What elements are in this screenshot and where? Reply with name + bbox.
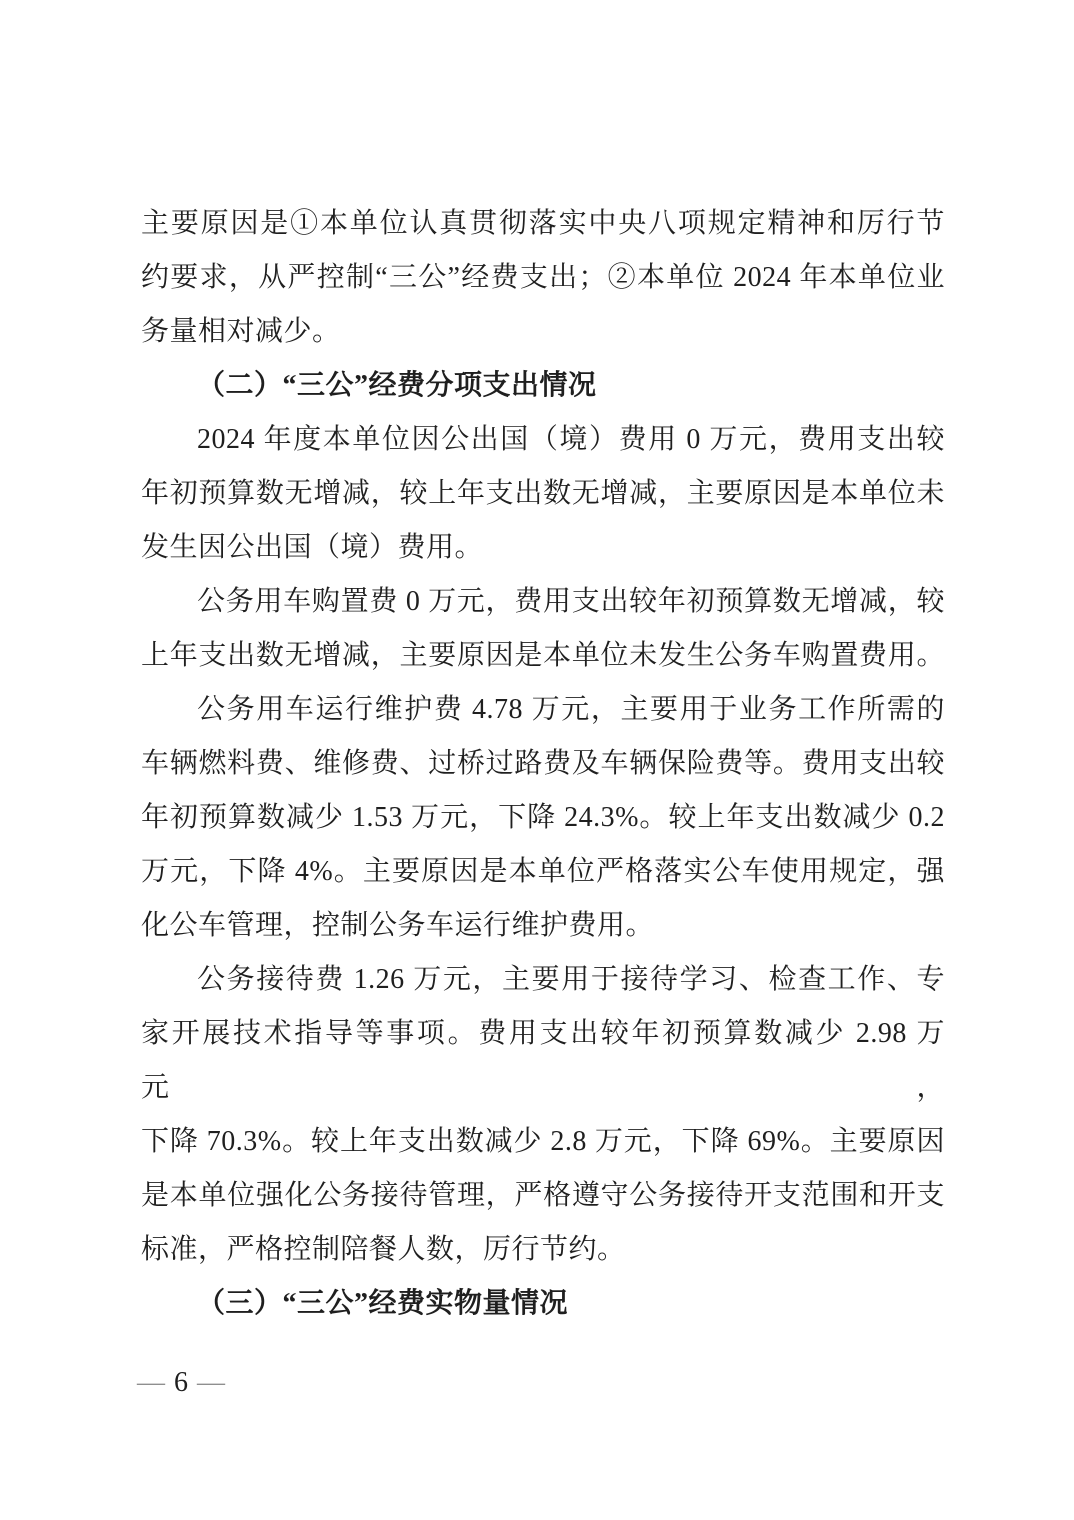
text-line: 家开展技术指导等事项。费用支出较年初预算数减少 2.98 万元， [141,1018,945,1103]
text-line: 年初预算数减少 1.53 万元，下降 24.3%。较上年支出数减少 0.2 [141,802,945,833]
page-number-value: 6 [174,1367,188,1398]
text-line: 车辆燃料费、维修费、过桥过路费及车辆保险费等。费用支出较 [141,748,945,779]
paragraph-vehicle-maintenance [141,683,945,953]
page-number-dash-right: — [197,1367,225,1398]
text-line: 万元，下降 4%。主要原因是本单位严格落实公车使用规定，强 [141,856,945,887]
text-line: 2024 年度本单位因公出国（境）费用 0 万元，费用支出较 [197,424,945,455]
paragraph-abroad-expense [141,413,945,575]
text-line: 务量相对减少。 [141,316,341,347]
text-line: 主要原因是①本单位认真贯彻落实中央八项规定精神和厉行节 [141,208,945,239]
paragraph-vehicle-purchase [141,575,945,683]
text-line: 年初预算数无增减，较上年支出数无增减，主要原因是本单位未 [141,478,945,509]
text-line: 是本单位强化公务接待管理，严格遵守公务接待开支范围和开支 [141,1180,945,1211]
text-line: 公务用车运行维护费 4.78 万元，主要用于业务工作所需的 [197,694,945,725]
text-line: 约要求，从严控制“三公”经费支出；②本单位 2024 年本单位业 [141,262,945,293]
page-number [137,1366,225,1400]
text-line: 发生因公出国（境）费用。 [141,532,484,563]
text-line: 公务接待费 1.26 万元，主要用于接待学习、检查工作、专 [197,964,945,995]
text-line: 标准，严格控制陪餐人数，厉行节约。 [141,1234,626,1265]
document-body [141,197,945,1331]
text-line: 下降 70.3%。较上年支出数减少 2.8 万元，下降 69%。主要原因 [141,1126,945,1157]
heading-line: （三）“三公”经费实物量情况 [197,1288,569,1319]
heading-line: （二）“三公”经费分项支出情况 [197,370,597,401]
section-heading-2 [141,359,945,413]
paragraph-continuation [141,197,945,359]
paragraph-official-reception [141,953,945,1277]
section-heading-3 [141,1277,945,1331]
text-line: 公务用车购置费 0 万元，费用支出较年初预算数无增减，较 [197,586,945,617]
text-line: 上年支出数无增减，主要原因是本单位未发生公务车购置费用。 [141,640,945,671]
text-line: 化公车管理，控制公务车运行维护费用。 [141,910,655,941]
page-number-dash-left: — [137,1367,165,1398]
